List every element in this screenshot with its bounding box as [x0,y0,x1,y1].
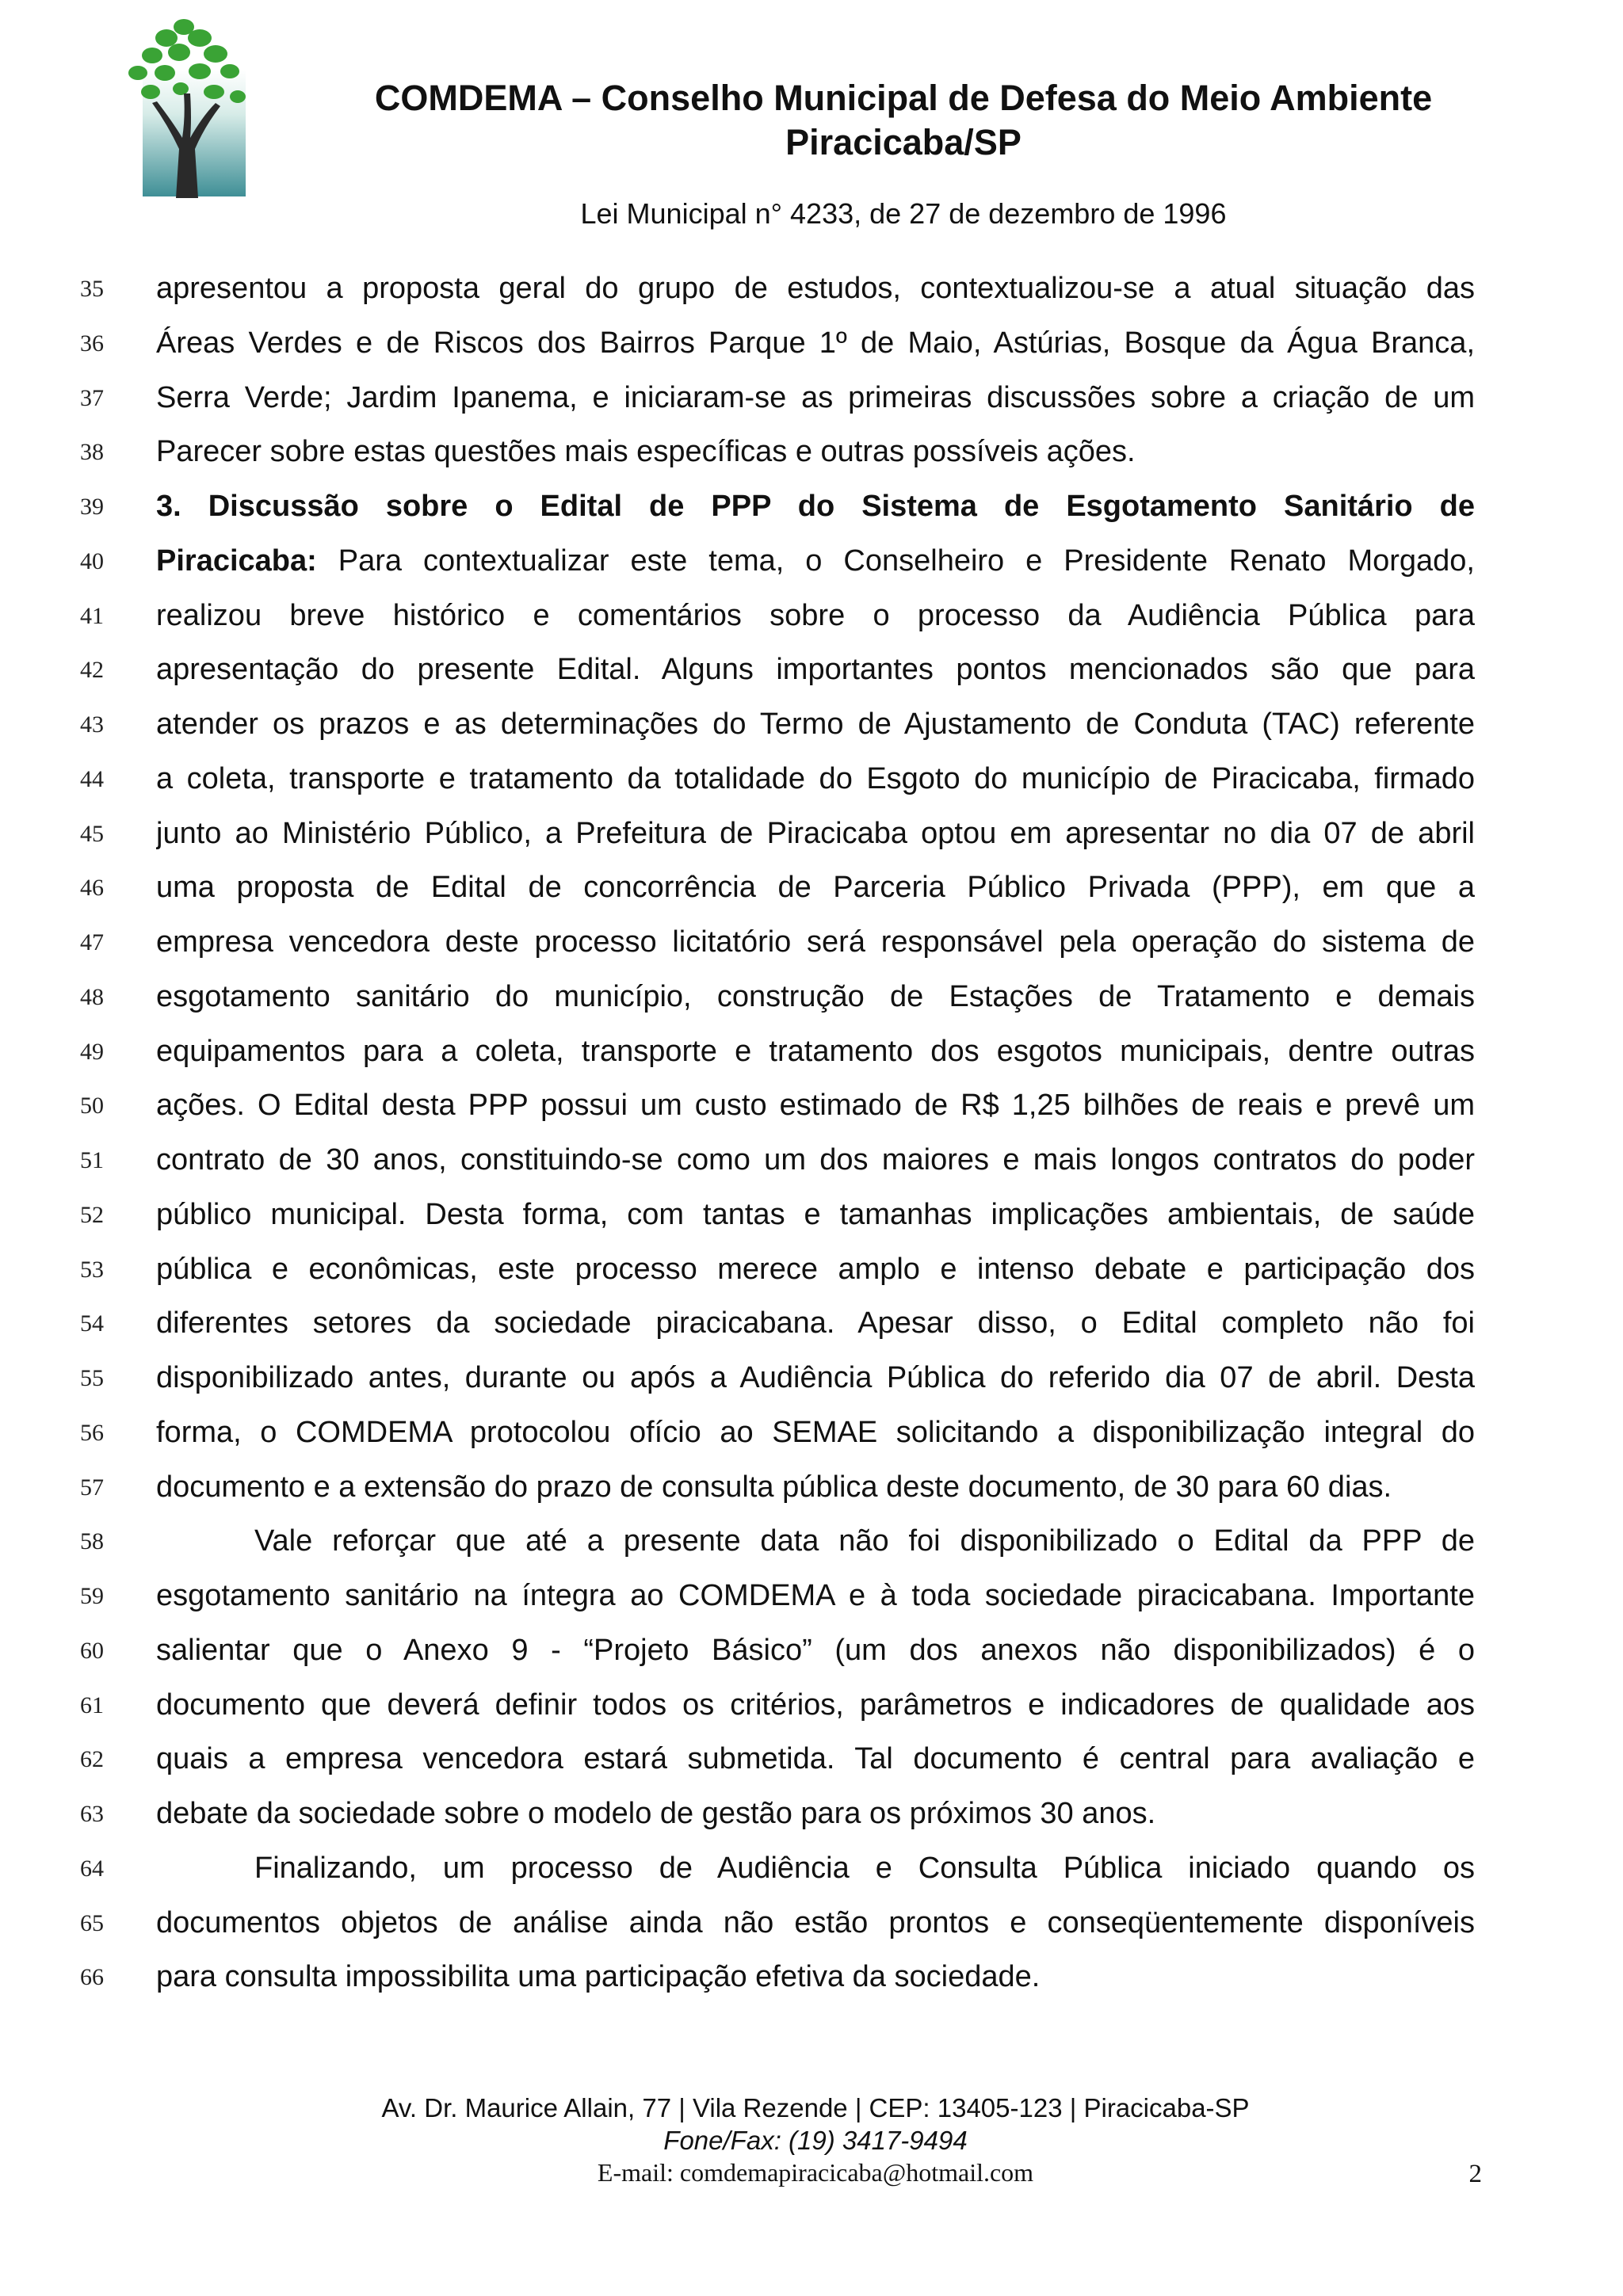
text-line [0,371,1623,425]
bold-heading-text: 3. Discussão sobre o Edital de PPP do Sistema de Esgotamento Sanitário de [156,490,1475,523]
line-text: Finalizando, um processo de Audiência e Consulta Pública iniciado quando os [254,1851,1475,1885]
text-line [0,915,1623,970]
line-number: 52 [80,1201,104,1228]
text-line [0,1732,1623,1787]
line-text: contrato de 30 anos, constituindo-se como um dos maiores e mais longos contratos do poder [156,1143,1475,1177]
footer-phone: Fone/Fax: (19) 3417-9494 [663,2126,968,2155]
title-line-2: Piracicaba/SP [785,122,1022,162]
line-text: quais a empresa vencedora estará submetida. Tal documento é central para avaliação e [156,1742,1475,1776]
text-line [0,1405,1623,1460]
line-number: 41 [80,602,104,629]
line-number: 39 [80,494,104,520]
line-text: empresa vencedora deste processo licitatório será responsável pela operação do sistema de [156,925,1475,959]
line-number: 48 [80,983,104,1010]
line-number: 40 [80,547,104,574]
line-text: documentos objetos de análise ainda não estão prontos e conseqüentemente disponíveis [156,1905,1475,1939]
text-line [0,1678,1623,1733]
line-body-text: Para contextualizar este tema, o Conselheiro e Presidente Renato Morgado, [316,543,1475,578]
text-line [0,1950,1623,2004]
line-text: apresentou a proposta geral do grupo de estudos, contextualizou-se a atual situação das [156,272,1475,305]
line-text: pública e econômicas, este processo merece amplo e intenso debate e participação dos [156,1252,1475,1286]
line-number: 53 [80,1256,104,1283]
line-number: 60 [80,1637,104,1664]
line-number: 38 [80,439,104,466]
text-line [0,1188,1623,1242]
line-number: 50 [80,1093,104,1119]
text-line [0,316,1623,371]
bold-heading-text: Piracicaba: [156,543,317,578]
text-line [0,425,1623,479]
line-text: a coleta, transporte e tratamento da totalidade do Esgoto do município de Piracicaba, firmado [156,761,1475,795]
text-line [0,1787,1623,1841]
line-number: 59 [80,1583,104,1609]
text-line [0,697,1623,752]
text-line [0,1024,1623,1079]
text-line [0,261,1623,316]
line-text: debate da sociedade sobre o modelo de gestão para os próximos 30 anos. [156,1797,1156,1830]
title-line-1: COMDEMA – Conselho Municipal de Defesa do Meio Ambiente [374,78,1433,118]
text-line [0,752,1623,807]
line-text: documento e a extensão do prazo de consulta pública deste documento, de 30 para 60 dias. [156,1470,1392,1504]
line-number: 46 [80,875,104,902]
text-line [0,807,1623,861]
text-line [0,1078,1623,1133]
text-line [0,643,1623,697]
line-text: público municipal. Desta forma, com tantas e tamanhas implicações ambientais, de saúde [156,1197,1475,1231]
line-number: 37 [80,384,104,411]
line-number: 54 [80,1310,104,1337]
line-number: 64 [80,1855,104,1882]
text-line [0,1133,1623,1188]
text-line [0,860,1623,915]
line-number: 51 [80,1147,104,1173]
line-number: 57 [80,1474,104,1501]
line-text: disponibilizado antes, durante ou após a Audiência Pública do referido dia 07 de abril. Desta [156,1361,1475,1394]
footer-address: Av. Dr. Maurice Allain, 77 | Vila Rezende | CEP: 13405-123 | Piracicaba-SP [381,2093,1250,2122]
page-title [285,76,1522,165]
line-text: equipamentos para a coleta, transporte e tratamento dos esgotos municipais, dentre outras [156,1034,1475,1068]
line-number: 58 [80,1528,104,1555]
text-line [0,534,1623,589]
text-line [0,1623,1623,1678]
line-text: esgotamento sanitário do município, construção de Estações de Tratamento e demais [156,979,1475,1013]
page-footer [156,2092,1475,2189]
line-text: forma, o COMDEMA protocolou ofício ao SEMAE solicitando a disponibilização integral do [156,1415,1475,1449]
line-number: 49 [80,1038,104,1065]
text-line [0,1514,1623,1569]
text-line [0,1351,1623,1405]
line-number: 61 [80,1691,104,1718]
line-number: 62 [80,1746,104,1773]
line-text [156,479,1475,534]
line-text: salientar que o Anexo 9 - “Projeto Básico” (um dos anexos não disponibilizados) é o [156,1633,1475,1667]
line-number: 55 [80,1365,104,1391]
line-text: atender os prazos e as determinações do Termo de Ajustamento de Conduta (TAC) referente [156,707,1475,741]
line-text: documento que deverá definir todos os critérios, parâmetros e indicadores de qualidade aos [156,1688,1475,1722]
line-text: diferentes setores da sociedade piracicabana. Apesar disso, o Edital completo não foi [156,1306,1475,1341]
line-text: realizou breve histórico e comentários sobre o processo da Audiência Pública para [156,598,1475,632]
text-line [0,1460,1623,1515]
line-number: 66 [80,1964,104,1991]
line-number: 43 [80,711,104,738]
text-line [0,970,1623,1024]
line-text [156,534,1475,589]
line-number: 65 [80,1909,104,1936]
text-line [0,1296,1623,1351]
line-text: ações. O Edital desta PPP possui um custo estimado de R$ 1,25 bilhões de reais e prevê um [156,1089,1475,1123]
text-line [0,589,1623,643]
line-text: esgotamento sanitário na íntegra ao COMDEMA e à toda sociedade piracicabana. Importante [156,1579,1475,1612]
line-text: apresentação do presente Edital. Alguns importantes pontos mencionados são que para [156,653,1475,687]
logo-text: comdema [126,143,139,193]
line-number: 63 [80,1801,104,1827]
line-text: Parecer sobre estas questões mais específicas e outras possíveis ações. [156,435,1136,469]
comdema-logo [120,14,247,198]
line-number: 36 [80,330,104,357]
text-line [0,1242,1623,1297]
line-text: Serra Verde; Jardim Ipanema, e iniciaram-se as primeiras discussões sobre a criação de um [156,380,1475,414]
law-reference: Lei Municipal n° 4233, de 27 de dezembro de 1996 [580,197,1227,230]
line-number: 44 [80,765,104,792]
page-number: 2 [1468,2160,1482,2188]
line-text: Áreas Verdes e de Riscos dos Bairros Parque 1º de Maio, Astúrias, Bosque da Água Branca, [156,326,1475,360]
line-text: Vale reforçar que até a presente data não foi disponibilizado o Edital da PPP de [254,1524,1475,1558]
line-number: 35 [80,276,104,302]
line-text: para consulta impossibilita uma participação efetiva da sociedade. [156,1960,1041,1994]
text-line [0,479,1623,534]
line-number: 45 [80,820,104,847]
footer-email: E-mail: comdemapiracicaba@hotmail.com [597,2158,1034,2187]
line-text: uma proposta de Edital de concorrência de Parceria Público Privada (PPP), em que a [156,871,1475,905]
text-line [0,1841,1623,1896]
line-text: junto ao Ministério Público, a Prefeitura de Piracicaba optou em apresentar no dia 07 de abril [156,816,1475,850]
text-line [0,1896,1623,1951]
line-number: 47 [80,929,104,955]
line-number: 42 [80,657,104,684]
text-line [0,1569,1623,1623]
line-number: 56 [80,1419,104,1446]
